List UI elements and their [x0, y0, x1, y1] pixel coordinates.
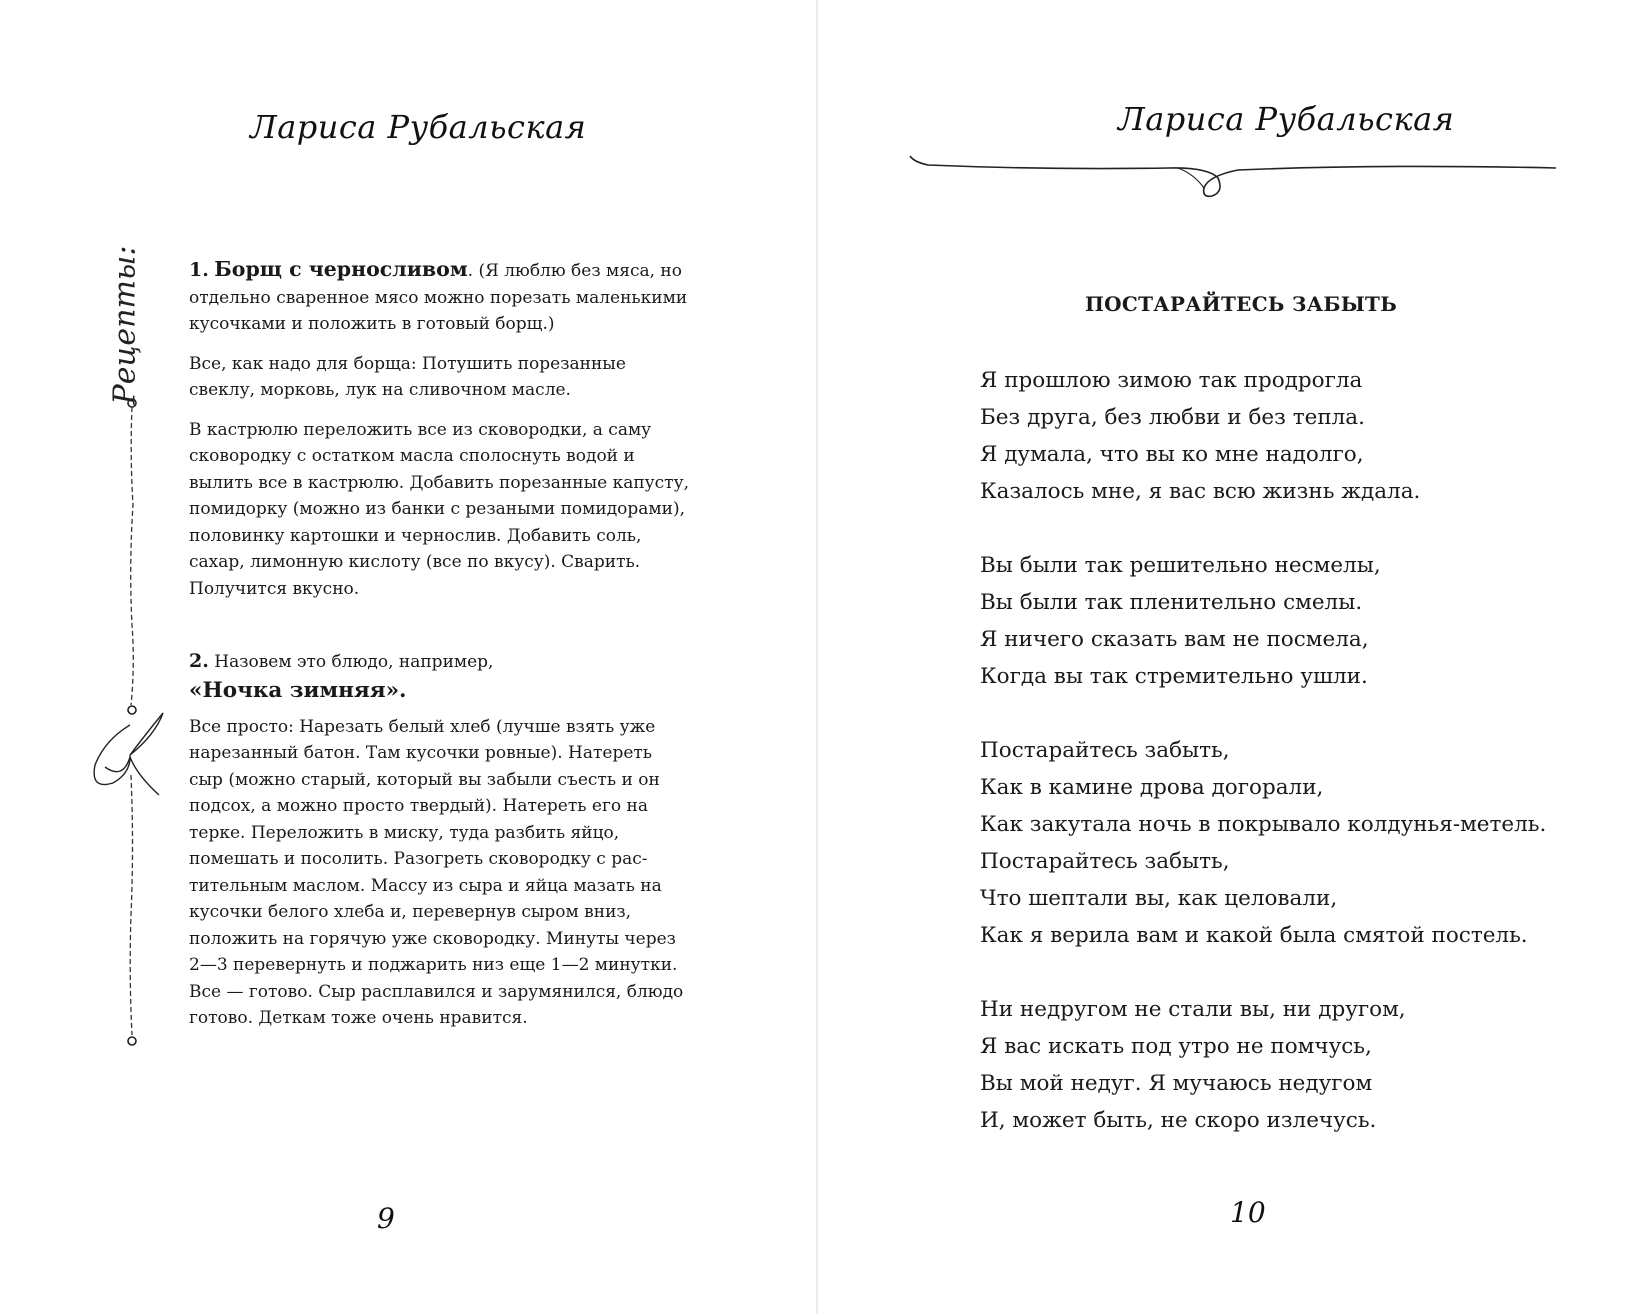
poem-line: Как в камине дрова догорали,	[980, 775, 1324, 800]
recipe-1-note: . (Я люблю без мяса, но отдельно сваренное мясо можно порезать маленькими кусочками и положить в готовый борщ.)	[189, 261, 688, 334]
stanza	[980, 732, 1600, 954]
poem-line: Я вас искать под утро не помчусь,	[980, 1034, 1372, 1059]
stanza	[980, 362, 1600, 510]
right-page	[818, 0, 1636, 1314]
page-number: 9	[377, 1202, 395, 1235]
left-page	[0, 0, 816, 1314]
stanza	[980, 547, 1600, 695]
bow-ribbon-decoration	[85, 395, 175, 1095]
poem-line: Вы были так пленительно смелы.	[980, 590, 1363, 615]
poem-title: ПОСТАРАЙТЕСЬ ЗАБЫТЬ	[1084, 292, 1398, 316]
poem-line: Как закутала ночь в покрывало колдунья-метель.	[980, 812, 1547, 837]
poem-line: Когда вы так стремительно ушли.	[980, 664, 1368, 689]
recipe-1-paragraph: Все, как надо для борща: Потушить порезанные свеклу, морковь, лук на сливочном масле.	[189, 353, 626, 400]
poem-line: Вы были так решительно несмелы,	[980, 553, 1381, 578]
page-number: 10	[1230, 1196, 1266, 1229]
poem-line: Постарайтесь забыть,	[980, 849, 1230, 874]
poem-line: И, может быть, не скоро излечусь.	[980, 1108, 1377, 1133]
recipe-2-heading	[189, 648, 689, 706]
poem-line: Без друга, без любви и без тепла.	[980, 405, 1365, 430]
poem-line: Казалось мне, я вас всю жизнь ждала.	[980, 479, 1421, 504]
sidebar-label	[93, 245, 157, 405]
recipe-2-paragraph: Все просто: Нарезать белый хлеб (лучше взять уже нарезанный батон. Там кусочки ровные). Натереть сыр (можно старый, который вы забыли съесть и он подсох, а можно просто твердый). Натереть его на терке. Переложить в миску, туда разбить яйцо, помешать и посолить. Разогреть сковородку с растительным маслом. Массу из сыра и яйца мазать на кусочки белого хлеба и, перевернув сыром вниз, положить на горячую уже сковородку. Минуты через 2—3 перевернуть и поджарить низ еще 1—2 минутки. Все — готово. Сыр расплавился и зарумянился, блюдо готово. Деткам тоже очень нравится.	[189, 716, 684, 1028]
recipe-1-heading	[189, 256, 689, 338]
author-header: Лариса Рубальская	[1118, 100, 1455, 138]
poem-line: Как я верила вам и какой была смятой постель.	[980, 923, 1528, 948]
flourish-divider-ornament	[908, 148, 1558, 218]
recipe-1-title: Борщ с черносливом	[214, 257, 468, 281]
poem-line: Что шептали вы, как целовали,	[980, 886, 1338, 911]
poem	[980, 362, 1600, 1176]
recipe-2-number: 2.	[189, 650, 209, 672]
poem-line: Постарайтесь забыть,	[980, 738, 1230, 763]
poem-line: Я ничего сказать вам не посмела,	[980, 627, 1369, 652]
sidebar-label-text: Рецепты:	[107, 245, 143, 405]
poem-line: Ни недругом не стали вы, ни другом,	[980, 997, 1406, 1022]
recipe-1-number: 1.	[189, 259, 209, 281]
poem-line: Я прошлою зимою так продрогла	[980, 368, 1363, 393]
stanza	[980, 991, 1600, 1139]
recipe-2-title: «Ночка зимняя».	[189, 677, 407, 703]
recipe-1-paragraph: В кастрюлю переложить все из сковородки, а саму сковородку с остатком масла сполоснуть водой и вылить все в кастрюлю. Добавить порезанные капусту, помидорку (можно из банки с резаными помидорами), половинку картошки и чернослив. Добавить соль, сахар, лимонную кислоту (все по вкусу). Сварить. Получится вкусно.	[189, 419, 689, 599]
poem-line: Я думала, что вы ко мне надолго,	[980, 442, 1364, 467]
recipes-text	[189, 256, 689, 1045]
author-header: Лариса Рубальская	[250, 108, 587, 146]
poem-line: Вы мой недуг. Я мучаюсь недугом	[980, 1071, 1373, 1096]
recipe-2-intro: Назовем это блюдо, например,	[214, 652, 494, 672]
